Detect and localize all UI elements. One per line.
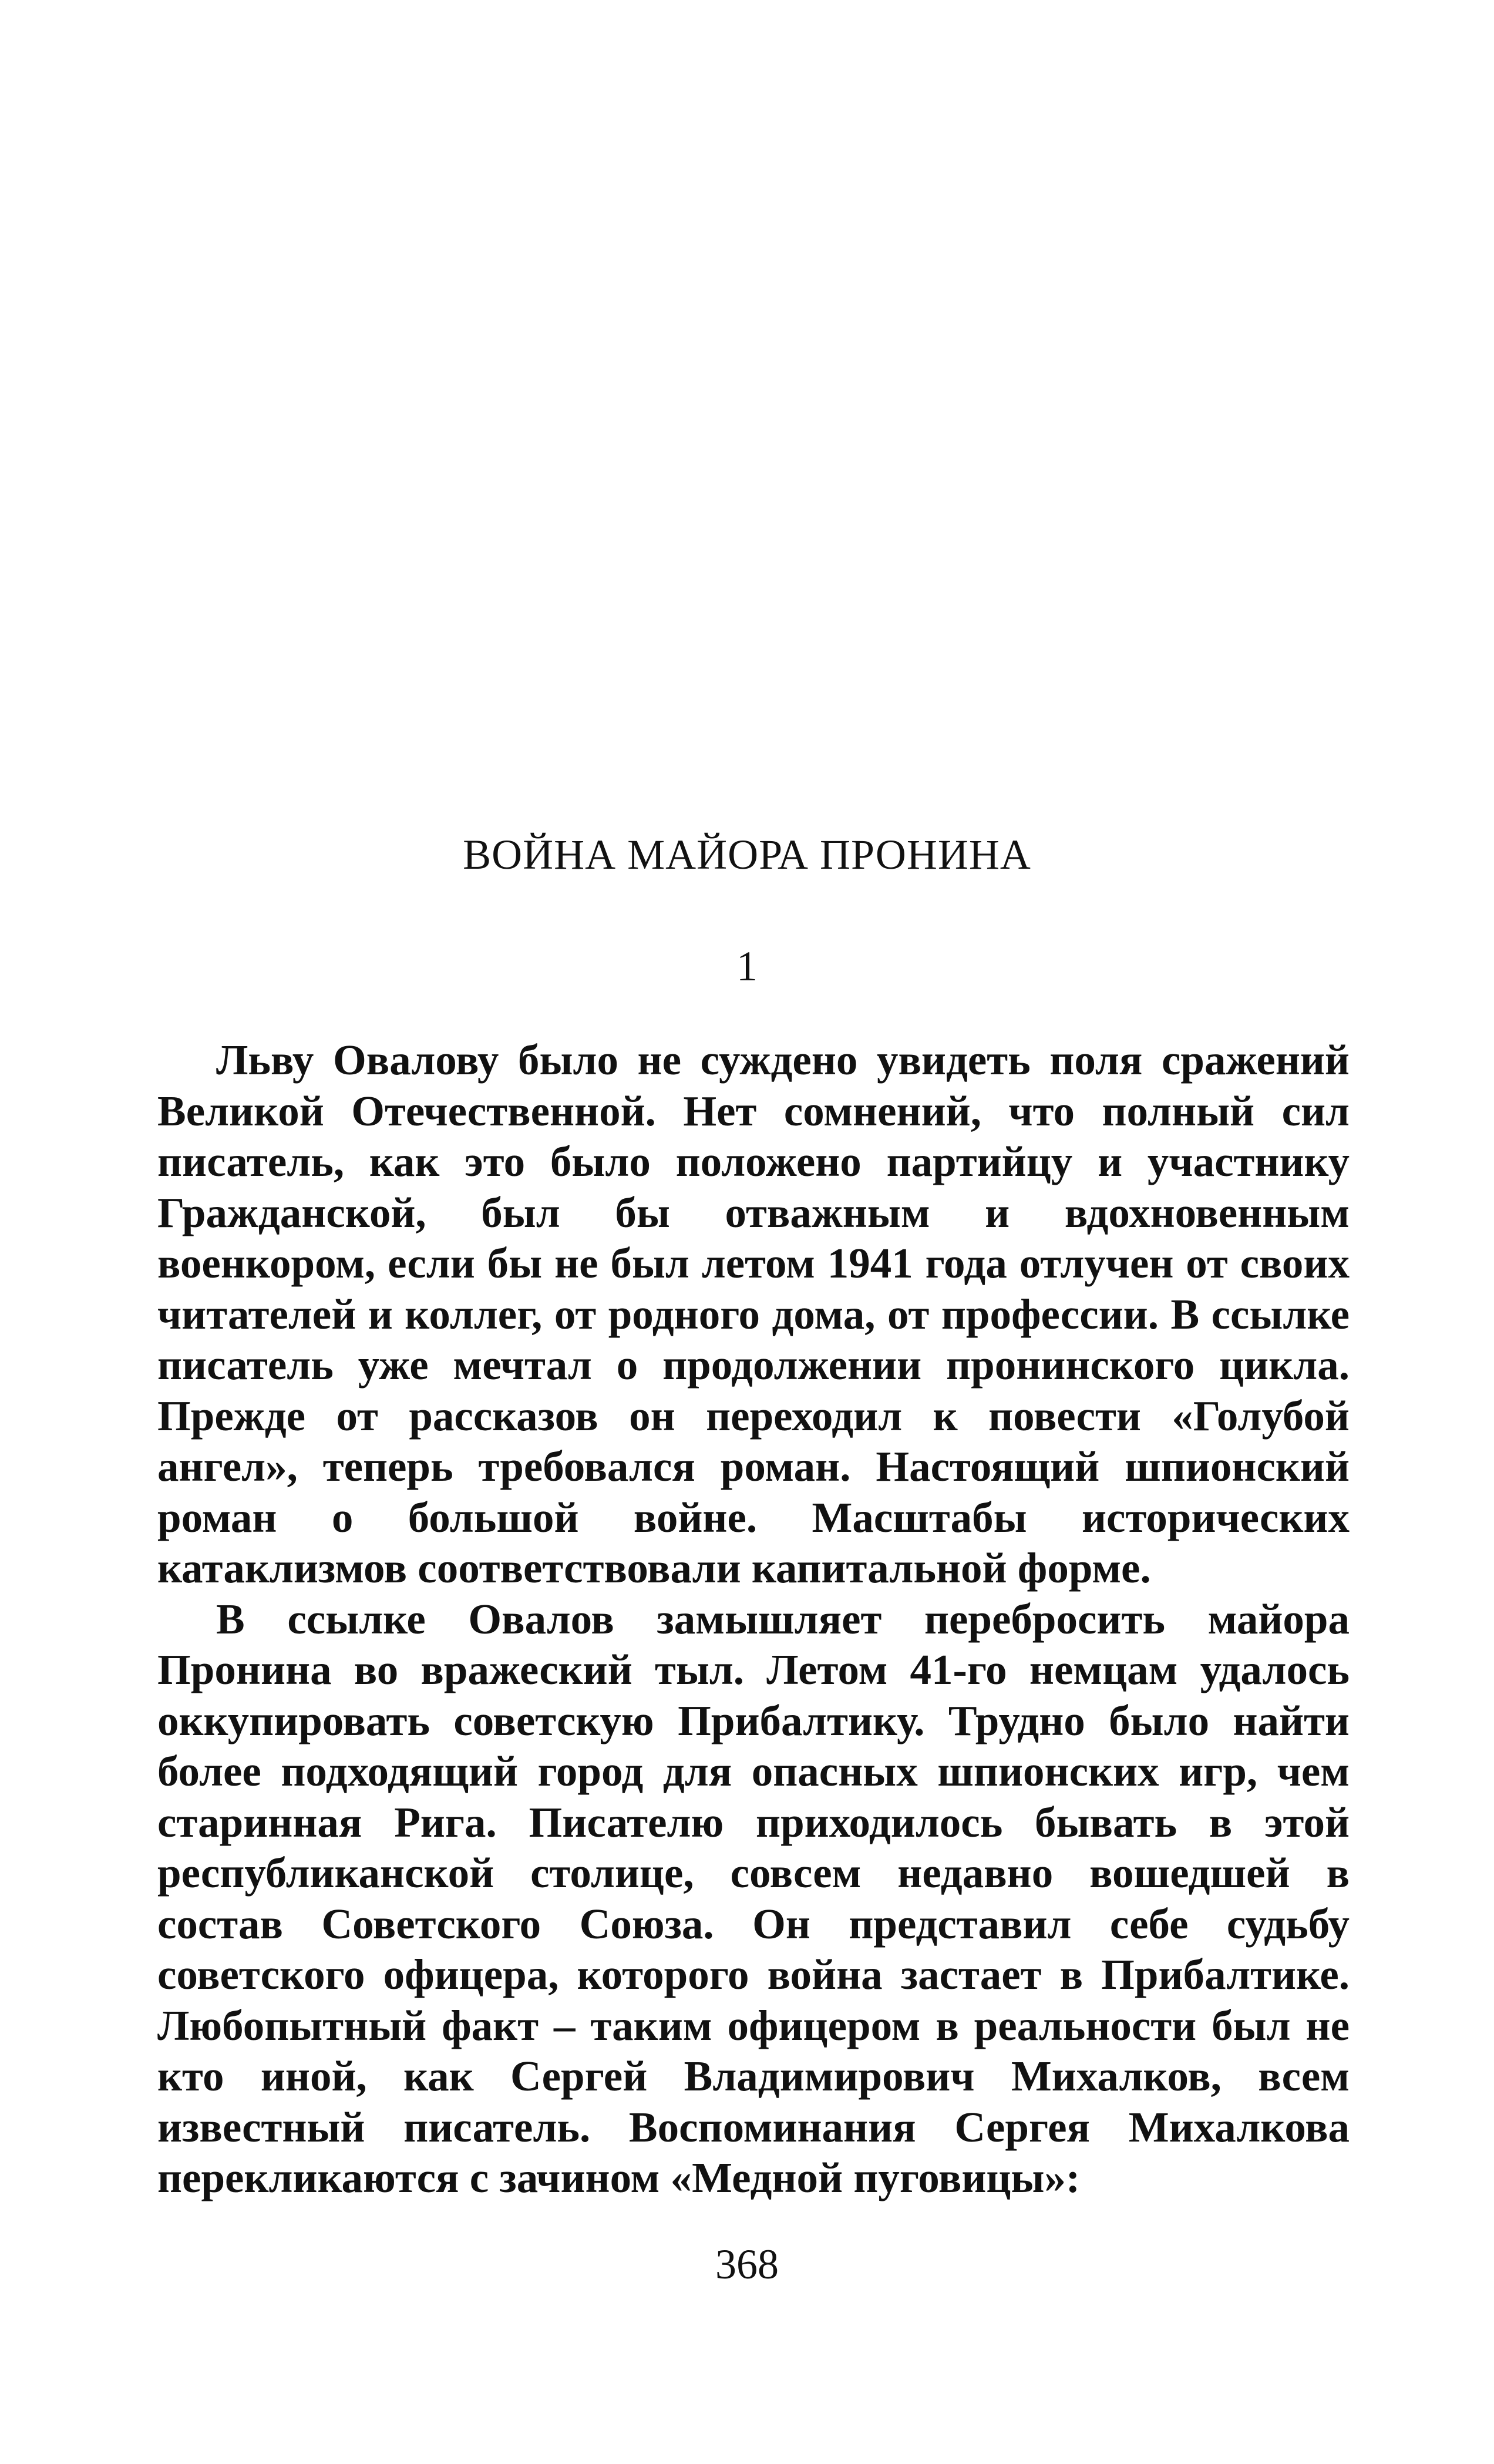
page-number: 368 bbox=[715, 2241, 779, 2288]
paragraph-2: В ссылке Овалов замышляет перебросить майора Пронина во вражеский тыл. Летом 41-го немцам удалось оккупировать советскую Прибалтику. Трудно было найти более подходящий город для опасных шпионских игр, чем старинная Рига. Писателю приходилось бывать в этой республиканской столице, совсем недавно вошедшей в состав Советского Союза. Он представил себе судьбу советского офицера, которого война застает в Прибалтике. Любопытный факт – таким офицером в реальности был не кто иной, как Сергей Владимирович Михалков, всем известный писатель. Воспоминания Сергея Михалкова перекликаются с зачином «Медной пуговицы»: bbox=[157, 1595, 1350, 2201]
body-text bbox=[157, 1035, 1350, 2204]
chapter-title: ВОЙНА МАЙОРА ПРОНИНА bbox=[463, 831, 1031, 878]
paragraph-1: Льву Овалову было не суждено увидеть поля сражений Великой Отечественной. Нет сомнений, что полный сил писатель, как это было положено партийцу и участнику Гражданской, был бы отважным и вдохновенным военкором, если бы не был летом 1941 года отлучен от своих читателей и коллег, от родного дома, от профессии. В ссылке писатель уже мечтал о продолжении пронинского цикла. Прежде от рассказов он переходил к повести «Голубой ангел», теперь требовался роман. Настоящий шпионский роман о большой войне. Масштабы исторических катаклизмов соответствовали капитальной форме. bbox=[157, 1036, 1350, 1592]
section-number: 1 bbox=[736, 943, 758, 990]
